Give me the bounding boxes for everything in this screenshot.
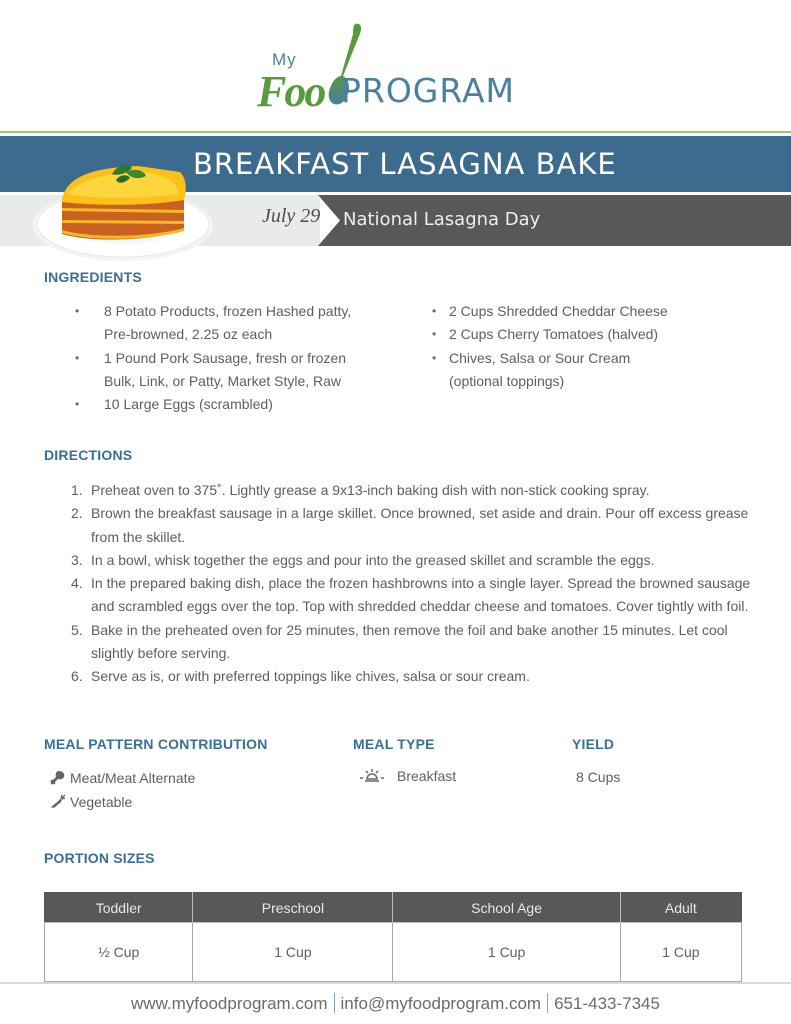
footer-divider xyxy=(0,982,791,984)
lasagna-plate-illustration xyxy=(28,150,218,265)
table-row xyxy=(45,923,742,982)
holiday-name: National Lasagna Day xyxy=(343,209,541,230)
recipe-date: July 29 xyxy=(262,205,321,227)
ingredients-list-left xyxy=(75,300,404,416)
bullet: • xyxy=(432,304,437,318)
directions-list xyxy=(71,479,756,689)
direction-step: 2. Brown the breakfast sausage in a large skillet. Once browned, set aside and drain. Pour off excess grease from the skillet. xyxy=(71,505,749,545)
logo-program-text: PROGRAM xyxy=(341,71,516,110)
footer-separator xyxy=(334,993,335,1013)
footer-contact xyxy=(0,993,791,1014)
footer-phone[interactable]: 651-433-7345 xyxy=(554,994,660,1013)
meal-type-heading: MEAL TYPE xyxy=(353,736,435,752)
portion-sizes-heading: PORTION SIZES xyxy=(44,850,155,866)
ingredients-heading: INGREDIENTS xyxy=(44,269,142,285)
table-header-row xyxy=(45,893,742,923)
column-header-toddler: Toddler xyxy=(45,893,193,923)
ingredients-list-right xyxy=(432,300,749,393)
directions-heading: DIRECTIONS xyxy=(44,447,133,463)
ingredient-item: • 2 Cups Shredded Cheddar Cheese xyxy=(449,300,749,323)
meal-type-value: Breakfast xyxy=(360,768,456,784)
ingredient-item: • Chives, Salsa or Sour Cream (optional toppings) xyxy=(449,347,749,394)
direction-step: 5. Bake in the preheated oven for 25 minutes, then remove the foil and bake another 15 minutes. Let cool slightly before serving. xyxy=(71,621,728,662)
yield-heading: YIELD xyxy=(572,736,615,752)
direction-step: 6. Serve as is, or with preferred toppings like chives, salsa or sour cream. xyxy=(71,668,530,685)
ingredient-item: • 1 Pound Pork Sausage, fresh or frozen Bulk, Link, or Patty, Market Style, Raw xyxy=(104,347,404,394)
ingredient-item: • 10 Large Eggs (scrambled) xyxy=(104,393,404,416)
portion-preschool: 1 Cup xyxy=(193,923,393,982)
yield-value: 8 Cups xyxy=(576,769,621,785)
ingredient-item: • 8 Potato Products, frozen Hashed patty, Pre-browned, 2.25 oz each xyxy=(104,300,404,347)
direction-step: 1. Preheat oven to 375˚. Lightly grease a 9x13-inch baking dish with non-stick cooking spray. xyxy=(71,482,650,498)
column-header-school-age: School Age xyxy=(393,893,620,923)
bullet: • xyxy=(75,304,80,318)
portion-sizes-table xyxy=(44,892,742,982)
bullet: • xyxy=(432,350,437,365)
sunrise-icon xyxy=(360,768,384,784)
ingredient-item: • 2 Cups Cherry Tomatoes (halved) xyxy=(449,323,749,346)
meat-drumstick-icon xyxy=(50,770,66,786)
meal-pattern-item: Vegetable xyxy=(50,794,132,810)
footer-website-link[interactable]: www.myfoodprogram.com xyxy=(131,994,328,1013)
header-divider xyxy=(0,131,791,133)
recipe-title: BREAKFAST LASAGNA BAKE xyxy=(193,147,617,181)
bullet: • xyxy=(75,397,80,412)
portion-school-age: 1 Cup xyxy=(393,923,620,982)
column-header-adult: Adult xyxy=(620,893,741,923)
logo-food-text: Foo xyxy=(257,67,325,116)
column-header-preschool: Preschool xyxy=(193,893,393,923)
logo-my-text: My xyxy=(272,50,297,69)
direction-step: 3. In a bowl, whisk together the eggs and pour into the greased skillet and scramble the eggs. xyxy=(71,551,655,568)
meal-pattern-heading: MEAL PATTERN CONTRIBUTION xyxy=(44,736,268,752)
carrot-icon xyxy=(50,794,66,810)
footer-email-link[interactable]: info@myfoodprogram.com xyxy=(340,994,542,1013)
my-food-program-logo xyxy=(255,20,545,115)
portion-toddler: ½ Cup xyxy=(45,923,193,982)
portion-adult: 1 Cup xyxy=(620,923,741,982)
direction-step: 4. In the prepared baking dish, place the frozen hashbrowns into a single layer. Spread the browned sausage and scrambled eggs over the top. Top with shredded cheddar cheese and tomatoes. Cover tightly with foil. xyxy=(71,575,751,615)
footer-separator xyxy=(547,993,548,1013)
bullet: • xyxy=(432,327,437,342)
meal-pattern-item: Meat/Meat Alternate xyxy=(50,770,195,786)
bullet: • xyxy=(75,350,80,365)
